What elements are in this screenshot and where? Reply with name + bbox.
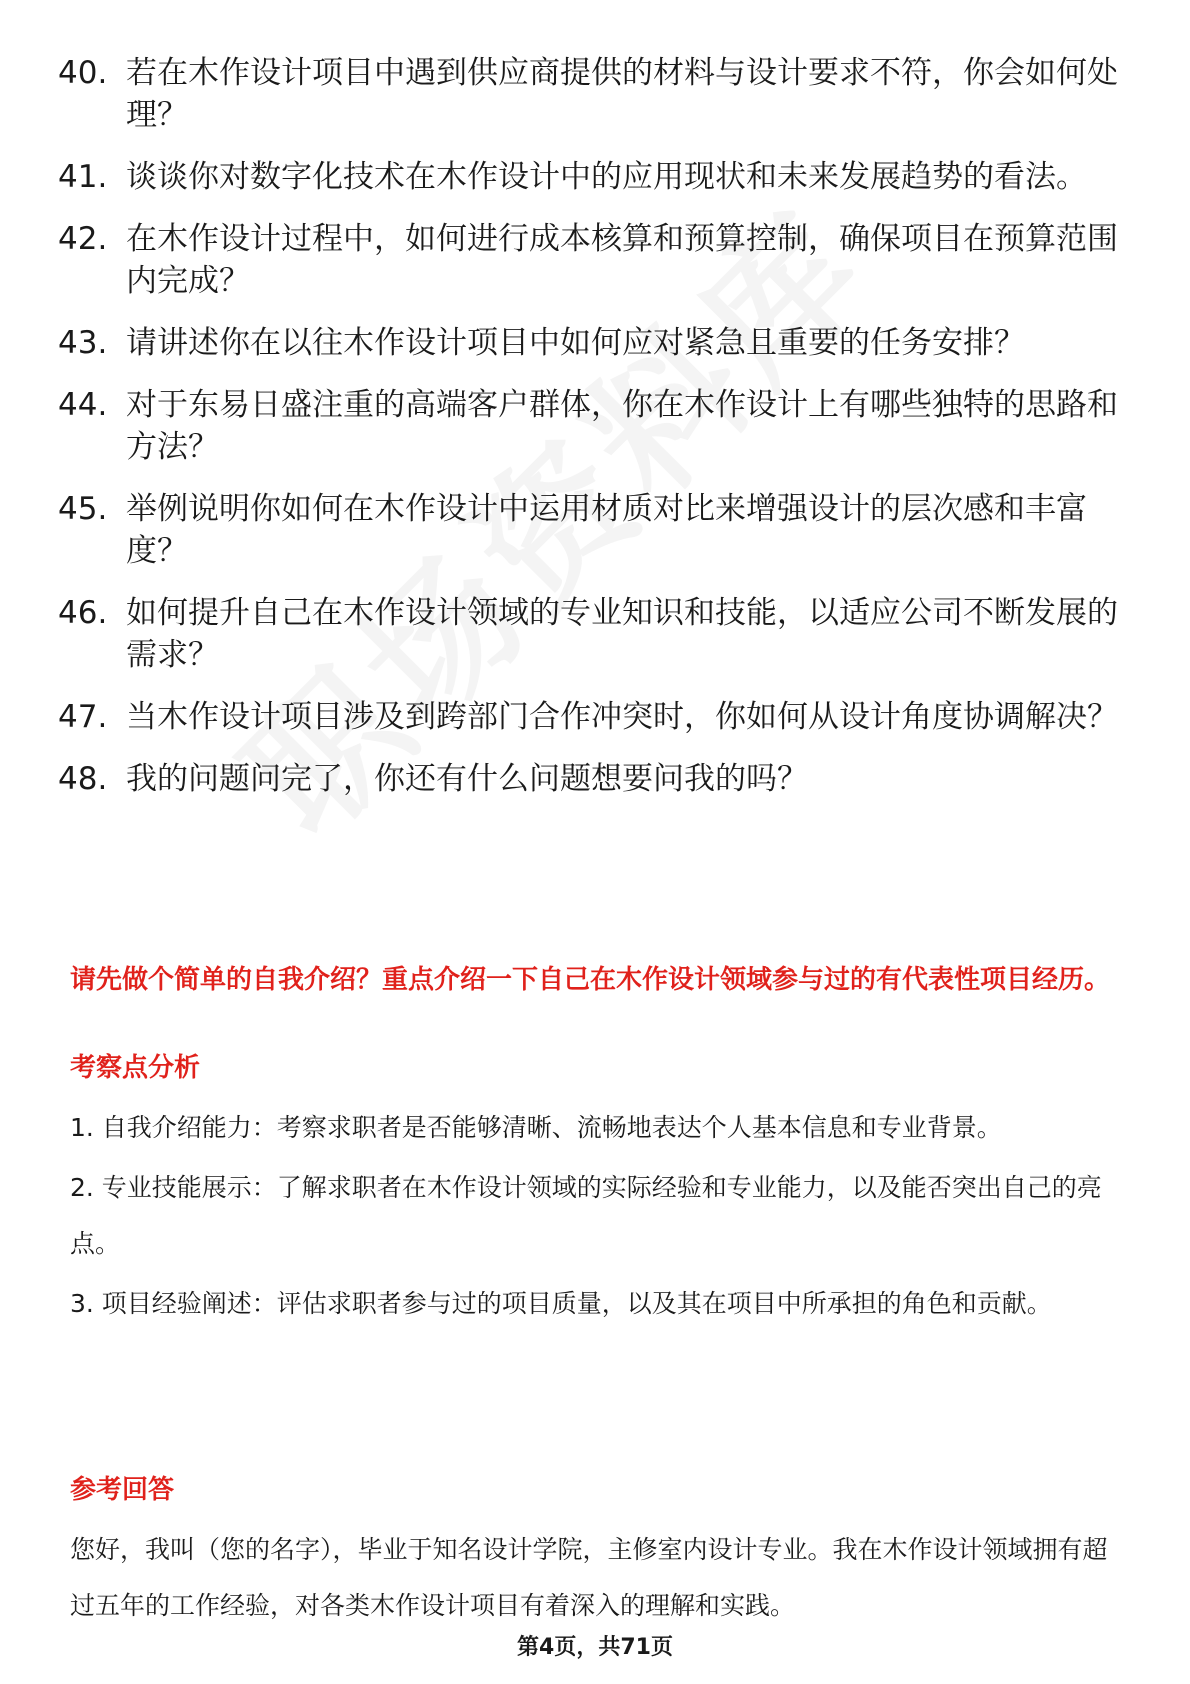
question-number: 46. bbox=[58, 595, 108, 631]
question-text: 请讲述你在以往木作设计项目中如何应对紧急且重要的任务安排？ bbox=[126, 325, 1025, 361]
analysis-point: 2. 专业技能展示：了解求职者在木作设计领域的实际经验和专业能力，以及能否突出自己的亮点。 bbox=[70, 1173, 1102, 1258]
list-item bbox=[58, 592, 1138, 676]
question-number: 42. bbox=[58, 221, 108, 257]
question-number: 47. bbox=[58, 699, 108, 735]
list-item bbox=[58, 758, 1138, 800]
question-number: 41. bbox=[58, 159, 108, 195]
question-text: 当木作设计项目涉及到跨部门合作冲突时，你如何从设计角度协调解决？ bbox=[126, 699, 1118, 735]
answer-body bbox=[70, 1522, 1125, 1634]
question-number: 40. bbox=[58, 55, 108, 91]
question-text: 在木作设计过程中，如何进行成本核算和预算控制，确保项目在预算范围内完成？ bbox=[126, 221, 1118, 299]
question-text: 谈谈你对数字化技术在木作设计中的应用现状和未来发展趋势的看法。 bbox=[126, 159, 1087, 195]
question-number: 48. bbox=[58, 761, 108, 797]
analysis-point: 3. 项目经验阐述：评估求职者参与过的项目质量，以及其在项目中所承担的角色和贡献。 bbox=[70, 1289, 1052, 1318]
analysis-heading: 考察点分析 bbox=[70, 1053, 201, 1083]
answer-text: 您好，我叫（您的名字），毕业于知名设计学院，主修室内设计专业。我在木作设计领域拥有超过五年的工作经验，对各类木作设计项目有着深入的理解和实践。 bbox=[70, 1535, 1108, 1620]
question-text: 如何提升自己在木作设计领域的专业知识和技能，以适应公司不断发展的需求？ bbox=[126, 595, 1118, 673]
question-list bbox=[58, 52, 1138, 820]
list-item bbox=[58, 696, 1138, 738]
question-number: 44. bbox=[58, 387, 108, 423]
list-item bbox=[58, 384, 1138, 468]
list-item bbox=[58, 156, 1138, 198]
highlight-question: 请先做个简单的自我介绍？重点介绍一下自己在木作设计领域参与过的有代表性项目经历。 bbox=[70, 965, 1111, 995]
question-number: 45. bbox=[58, 491, 108, 527]
list-item bbox=[58, 488, 1138, 572]
page-footer: 第4页，共71页 bbox=[517, 1635, 673, 1660]
question-number: 43. bbox=[58, 325, 108, 361]
question-text: 我的问题问完了，你还有什么问题想要问我的吗？ bbox=[126, 761, 808, 797]
question-text: 若在木作设计项目中遇到供应商提供的材料与设计要求不符，你会如何处理？ bbox=[126, 55, 1118, 133]
question-text: 举例说明你如何在木作设计中运用材质对比来增强设计的层次感和丰富度？ bbox=[126, 491, 1087, 569]
list-item bbox=[58, 52, 1138, 136]
analysis-points bbox=[70, 1100, 1125, 1336]
list-item bbox=[58, 322, 1138, 364]
analysis-point: 1. 自我介绍能力：考察求职者是否能够清晰、流畅地表达个人基本信息和专业背景。 bbox=[70, 1113, 1002, 1142]
question-text: 对于东易日盛注重的高端客户群体，你在木作设计上有哪些独特的思路和方法？ bbox=[126, 387, 1118, 465]
list-item bbox=[58, 218, 1138, 302]
answer-heading: 参考回答 bbox=[70, 1475, 175, 1505]
